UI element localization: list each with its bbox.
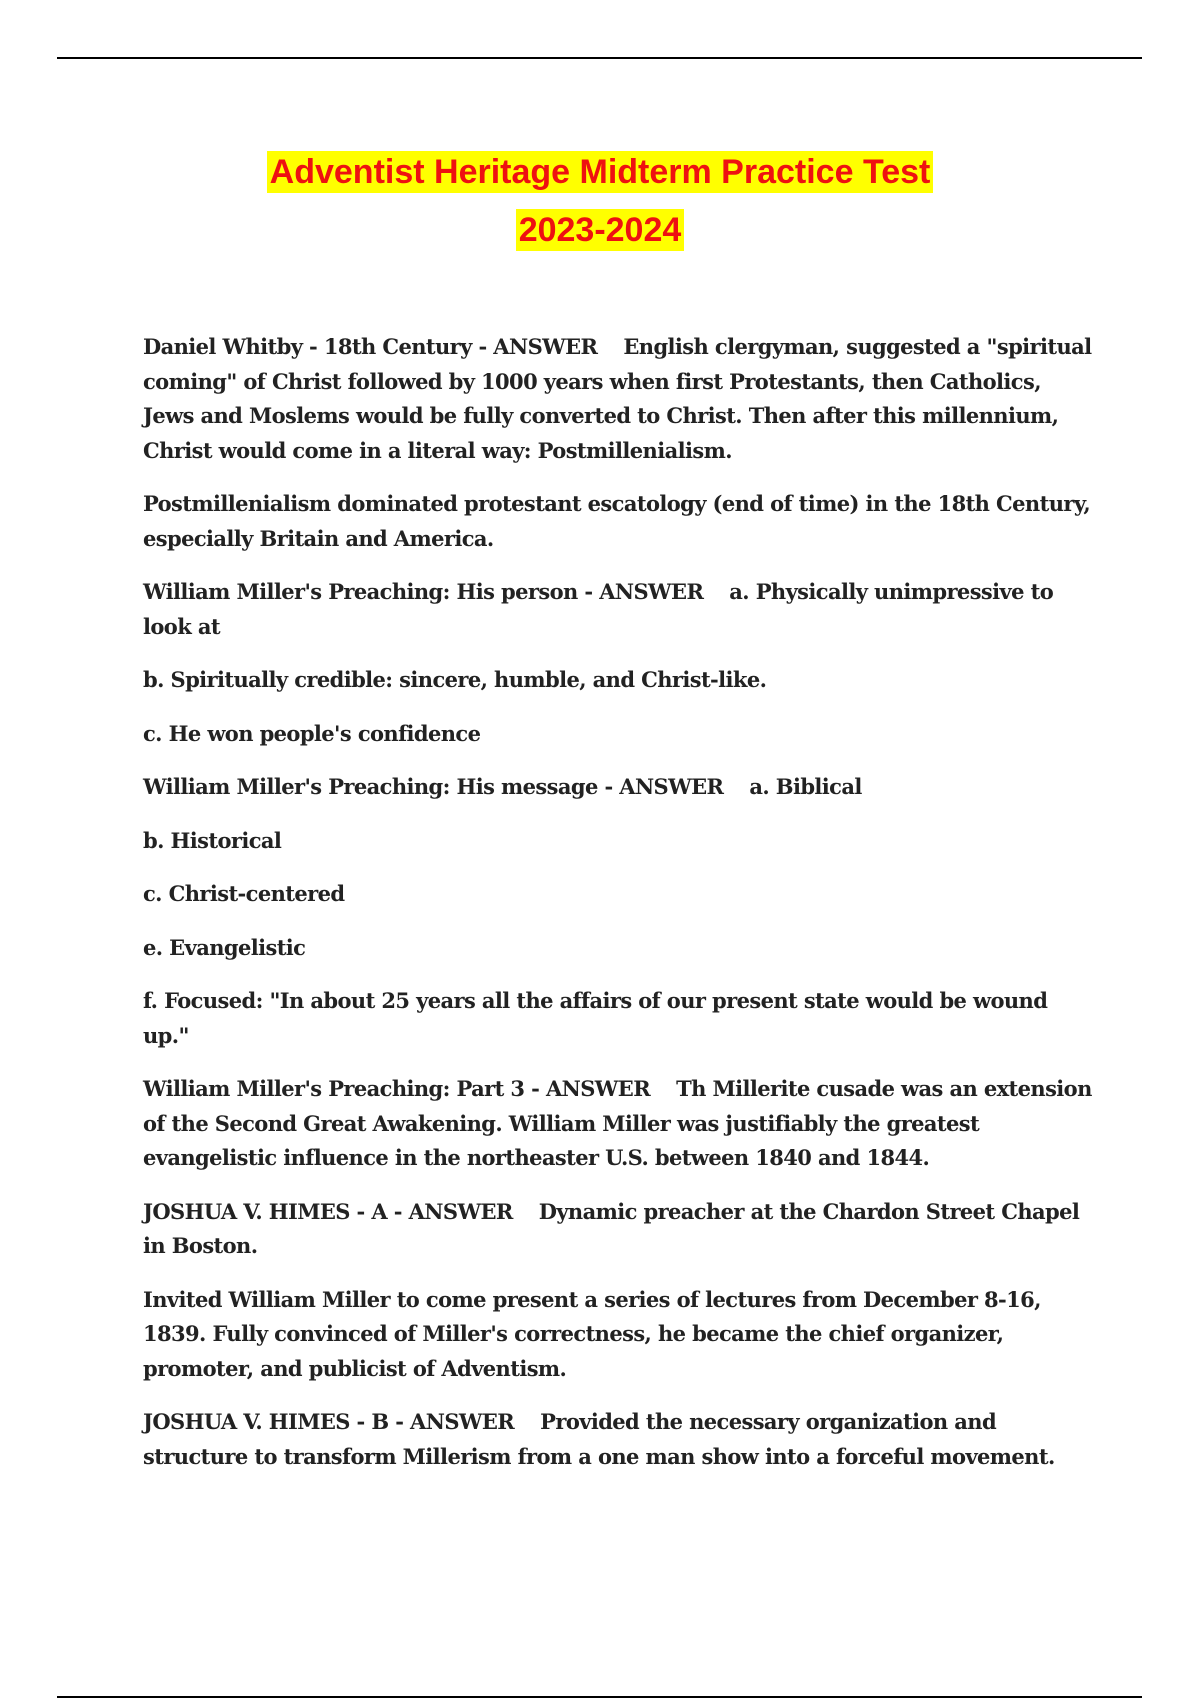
entry-term: William Miller's Preaching: Part 3 - ANSWER bbox=[143, 1076, 651, 1101]
entry-paragraph: Invited William Miller to come present a series of lectures from December 8-16, 1839. Fully convinced of Miller's correctness, he became the chief organizer, promoter, and publicist of Adventism. bbox=[143, 1286, 1041, 1381]
entry-term: William Miller's Preaching: His person - ANSWER bbox=[143, 579, 704, 604]
document-body bbox=[143, 330, 1098, 1493]
entry-paragraph: e. Evangelistic bbox=[143, 934, 306, 960]
entry-paragraph: f. Focused: "In about 25 years all the affairs of our present state would be wound up." bbox=[143, 988, 1048, 1048]
entry-answer: a. Biblical bbox=[749, 774, 862, 799]
entry-paragraph bbox=[143, 1405, 1098, 1474]
entry-paragraph: c. Christ-centered bbox=[143, 881, 345, 906]
title-line-2: 2023-2024 bbox=[516, 209, 685, 251]
entry-answer: English clergyman, suggested a "spiritual coming" of Christ followed by 1000 years when first Protestants, then Catholics, Jews and Moslems would be fully converted to Christ. Then after this millennium, Christ would come in a literal way: Postmillenialism. bbox=[143, 334, 1092, 463]
entry-paragraph bbox=[143, 770, 1098, 805]
entry-paragraph: b. Historical bbox=[143, 827, 282, 853]
entry-paragraph bbox=[143, 575, 1098, 644]
entry-answer: Dynamic preacher at the Chardon Street Chapel in Boston. bbox=[143, 1198, 1080, 1258]
bottom-rule bbox=[57, 1696, 1142, 1698]
entry-term: JOSHUA V. HIMES - B - ANSWER bbox=[143, 1409, 515, 1434]
entry-answer: Th Millerite cusade was an extension of the Second Great Awakening. William Miller was justifiably the greatest evangelistic influence in the northeaster U.S. between 1840 and 1844. bbox=[143, 1076, 1092, 1170]
entry-term: William Miller's Preaching: His message - ANSWER bbox=[143, 774, 724, 799]
entry-paragraph bbox=[143, 1195, 1098, 1264]
entry-term: Daniel Whitby - 18th Century - ANSWER bbox=[143, 334, 598, 359]
document-title bbox=[0, 143, 1200, 259]
entry-paragraph bbox=[143, 330, 1098, 468]
entry-paragraph: Postmillenialism dominated protestant escatology (end of time) in the 18th Century, especially Britain and America. bbox=[143, 491, 1091, 551]
top-rule bbox=[57, 57, 1142, 59]
entry-paragraph: b. Spiritually credible: sincere, humble, and Christ-like. bbox=[143, 667, 767, 692]
title-line-1: Adventist Heritage Midterm Practice Test bbox=[267, 151, 934, 193]
entry-term: JOSHUA V. HIMES - A - ANSWER bbox=[143, 1198, 513, 1224]
entry-answer: a. Physically unimpressive to look at bbox=[143, 579, 1054, 639]
entry-paragraph: c. He won people's confidence bbox=[143, 720, 481, 746]
entry-answer: Provided the necessary organization and structure to transform Millerism from a one man show into a forceful movement. bbox=[143, 1409, 1055, 1469]
entry-paragraph bbox=[143, 1072, 1098, 1176]
